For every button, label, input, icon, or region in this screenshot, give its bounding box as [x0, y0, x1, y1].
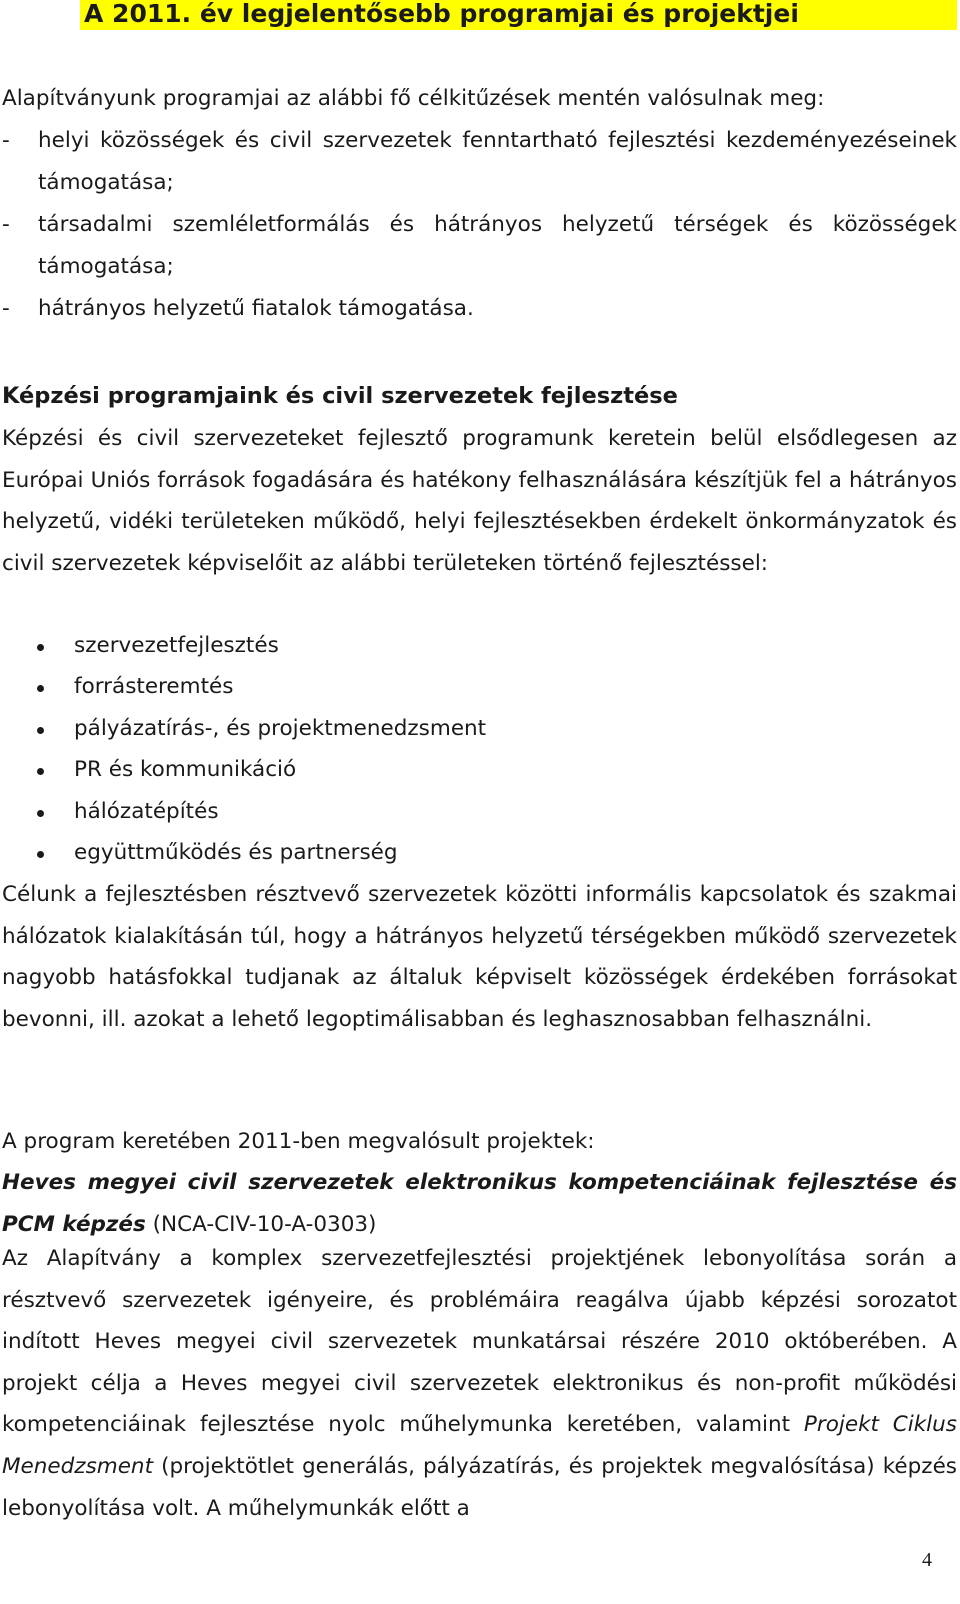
project-title: Heves megyei civil szervezetek elektronikus kompetenciáinak fejlesztése és PCM képzés — [2, 1170, 957, 1237]
list-item — [2, 666, 486, 707]
page-title: A 2011. év legjelentősebb programjai és projektjei — [80, 0, 957, 30]
intro-lead: Alapítványunk programjai az alábbi fő célkitűzések mentén valósulnak meg: — [2, 86, 825, 111]
project-code: (NCA-CIV-10-A-0303) — [152, 1211, 377, 1237]
list-item — [2, 749, 486, 790]
bullet-icon — [37, 851, 44, 858]
project-description — [2, 1238, 957, 1529]
development-areas-list — [2, 625, 486, 873]
list-item-label: forrásteremtés — [74, 674, 234, 700]
project-description-text: Az Alapítvány a komplex szervezetfejlesztési projektjének lebonyolítása során a résztvevő szervezetek igényeire, és problémáira reagálva újabb képzési sorozatot indított Heves megyei civil szervezetek munkatársai részére 2010 októberében. A projekt célja a Heves megyei civil szervezetek elektronikus és non-profit működési kompetenciáinak fejlesztése nyolc műhelymunka keretében, valamint — [2, 1246, 957, 1438]
intro-item-text: helyi közösségek és civil szervezetek fenntartható fejlesztési kezdeményezéseinek támogatása; — [38, 128, 957, 195]
intro-item-3 — [2, 288, 957, 330]
section-paragraph-1: Képzési és civil szervezeteket fejlesztő programunk keretein belül elsődlegesen az Európai Uniós források fogadására és hatékony felhasználására készítjük fel a hátrányos helyzetű, vidéki területeken működő, helyi fejlesztésekben érdekelt önkormányzatok és civil szervezetek képviselőit az alábbi területeken történő fejlesztéssel: — [2, 426, 957, 576]
intro-item-text: társadalmi szemléletformálás és hátrányos helyzetű térségek és közösségek támogatása; — [38, 212, 957, 279]
dash-marker: - — [2, 212, 10, 237]
list-item-label: hálózatépítés — [74, 798, 219, 824]
bullet-icon — [37, 768, 44, 775]
dash-marker: - — [2, 128, 10, 153]
list-item — [2, 708, 486, 749]
projects-lead: A program keretében 2011-ben megvalósult projektek: — [2, 1129, 595, 1154]
project-description-italic: Projekt Ciklus Menedzsment — [2, 1412, 957, 1479]
intro-item-text: hátrányos helyzetű fiatalok támogatása. — [38, 296, 474, 321]
section-heading: Képzési programjaink és civil szervezetek fejlesztése — [2, 383, 678, 409]
project-title-line — [2, 1162, 957, 1245]
list-item-label: PR és kommunikáció — [74, 757, 297, 783]
section-paragraph-2: Célunk a fejlesztésben résztvevő szervezetek közötti informális kapcsolatok és szakmai hálózatok kialakításán túl, hogy a hátrányos helyzetű térségekben működő szervezetek nagyobb hatásfokkal tudjanak az általuk képviselt közösségek érdekében forrásokat bevonni, ill. azokat a lehető legoptimálisabban és leghasznosabban felhasználni. — [2, 882, 957, 1032]
project-description-continued: (projektötlet generálás, pályázatírás, és projektek megvalósítása) képzés lebonyolítása volt. A műhelymunkák előtt a — [2, 1453, 957, 1521]
list-item-label: együttműködés és partnerség — [74, 839, 398, 865]
bullet-icon — [37, 727, 44, 734]
intro-item-2 — [2, 204, 957, 287]
list-item-label: szervezetfejlesztés — [74, 633, 279, 658]
intro-item-1 — [2, 120, 957, 203]
dash-marker: - — [2, 296, 10, 321]
list-item — [2, 625, 486, 666]
bullet-icon — [37, 644, 44, 651]
list-item — [2, 791, 486, 832]
page-number: 4 — [922, 1549, 932, 1571]
bullet-icon — [37, 810, 44, 817]
bullet-icon — [37, 685, 44, 692]
list-item-label: pályázatírás-, és projektmenedzsment — [74, 715, 487, 741]
list-item — [2, 832, 486, 873]
